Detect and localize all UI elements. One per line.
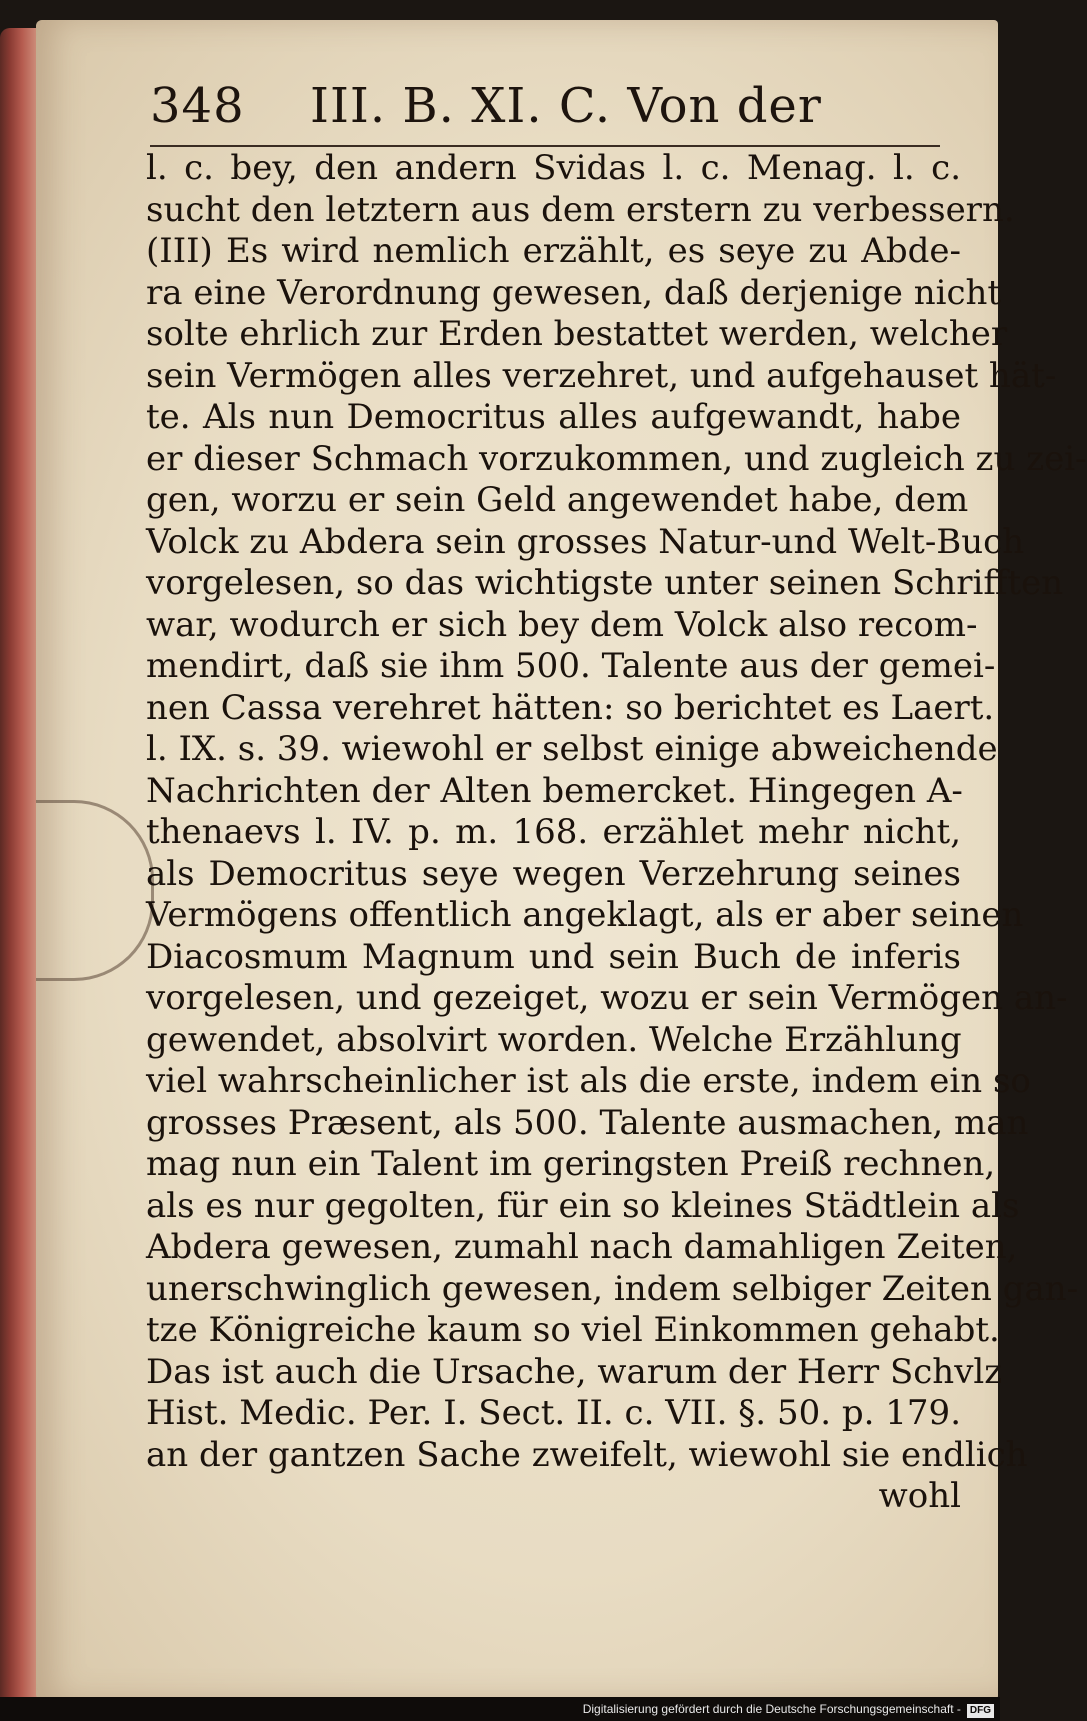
digitization-footer [0,1697,1000,1721]
text-line: vorgelesen, so das wichtigste unter seinen Schrifften [146,563,1064,603]
text-line: thenaevs l. IV. p. m. 168. erzählet mehr nicht, [146,812,961,852]
text-line: ra eine Verordnung gewesen, daß derjenige nicht [146,272,1002,313]
text-line: gen, worzu er sein Geld angewendet habe, dem [146,480,969,520]
chapter-heading: III. B. XI. C. Von der [310,78,822,134]
text-line: l. IX. s. 39. wiewohl er selbst einige abweichende [146,729,998,769]
text-line: solte ehrlich zur Erden bestattet werden, welcher [146,314,1008,354]
text-line: sucht den letztern aus dem erstern zu verbessern. [146,189,1015,230]
text-line: tze Königreiche kaum so viel Einkommen gehabt. [146,1310,1000,1350]
text-line: l. c. bey, den andern Svidas l. c. Menag. l. c. [146,148,961,188]
text-line: te. Als nun Democritus alles aufgewandt, habe [146,397,961,437]
running-header [150,78,850,148]
text-line: mendirt, daß sie ihm 500. Talente aus der gemei- [146,646,996,686]
text-line: nen Cassa verehret hätten: so berichtet es Laert. [146,687,995,728]
text-line: Abdera gewesen, zumahl nach damahligen Zeiten, [146,1227,1018,1267]
text-line: Hist. Medic. Per. I. Sect. II. c. VII. §. 50. p. 179. [146,1393,961,1433]
page-clip-shadow [36,800,154,981]
page-number: 348 [150,78,245,134]
text-line: sein Vermögen alles verzehret, und aufgehauset hät- [146,355,1057,396]
header-rule [150,145,940,147]
text-line: als Democritus seye wegen Verzehrung seines [146,853,961,894]
text-line: Volck zu Abdera sein grosses Natur-und Welt-Buch [146,521,1025,562]
text-line: er dieser Schmach vorzukommen, und zugleich zu zei- [146,438,1087,479]
text-line: Vermögens offentlich angeklagt, als er aber seinen [146,895,1024,935]
text-line: gewendet, absolvirt worden. Welche Erzählung [146,1019,962,1060]
text-line: viel wahrscheinlicher ist als die erste, indem ein so [146,1061,1031,1101]
text-line: grosses Præsent, als 500. Talente ausmachen, man [146,1102,1029,1143]
text-line: unerschwinglich gewesen, indem selbiger Zeiten gan- [146,1268,1079,1309]
text-line: Das ist auch die Ursache, warum der Herr Schvlz [146,1351,1003,1392]
text-line: als es nur gegolten, für ein so kleines Städtlein als [146,1185,1020,1226]
text-line: mag nun ein Talent im geringsten Preiß rechnen, [146,1144,996,1184]
text-line: wohl [878,1476,961,1516]
text-line: Nachrichten der Alten bemercket. Hingegen A- [146,770,963,811]
text-line: vorgelesen, und gezeiget, wozu er sein Vermögen an- [146,978,1068,1018]
text-line: an der gantzen Sache zweifelt, wiewohl sie endlich [146,1434,1028,1475]
body-text [146,148,1087,1518]
text-line: war, wodurch er sich bey dem Volck also recom- [146,604,978,645]
dfg-logo: DFG [967,1704,994,1718]
footer-credit: Digitalisierung gefördert durch die Deutsche Forschungsgemeinschaft - [582,1702,961,1716]
text-line: Diacosmum Magnum und sein Buch de inferis [146,936,961,977]
text-line: (III) Es wird nemlich erzählt, es seye zu Abde- [146,231,961,271]
